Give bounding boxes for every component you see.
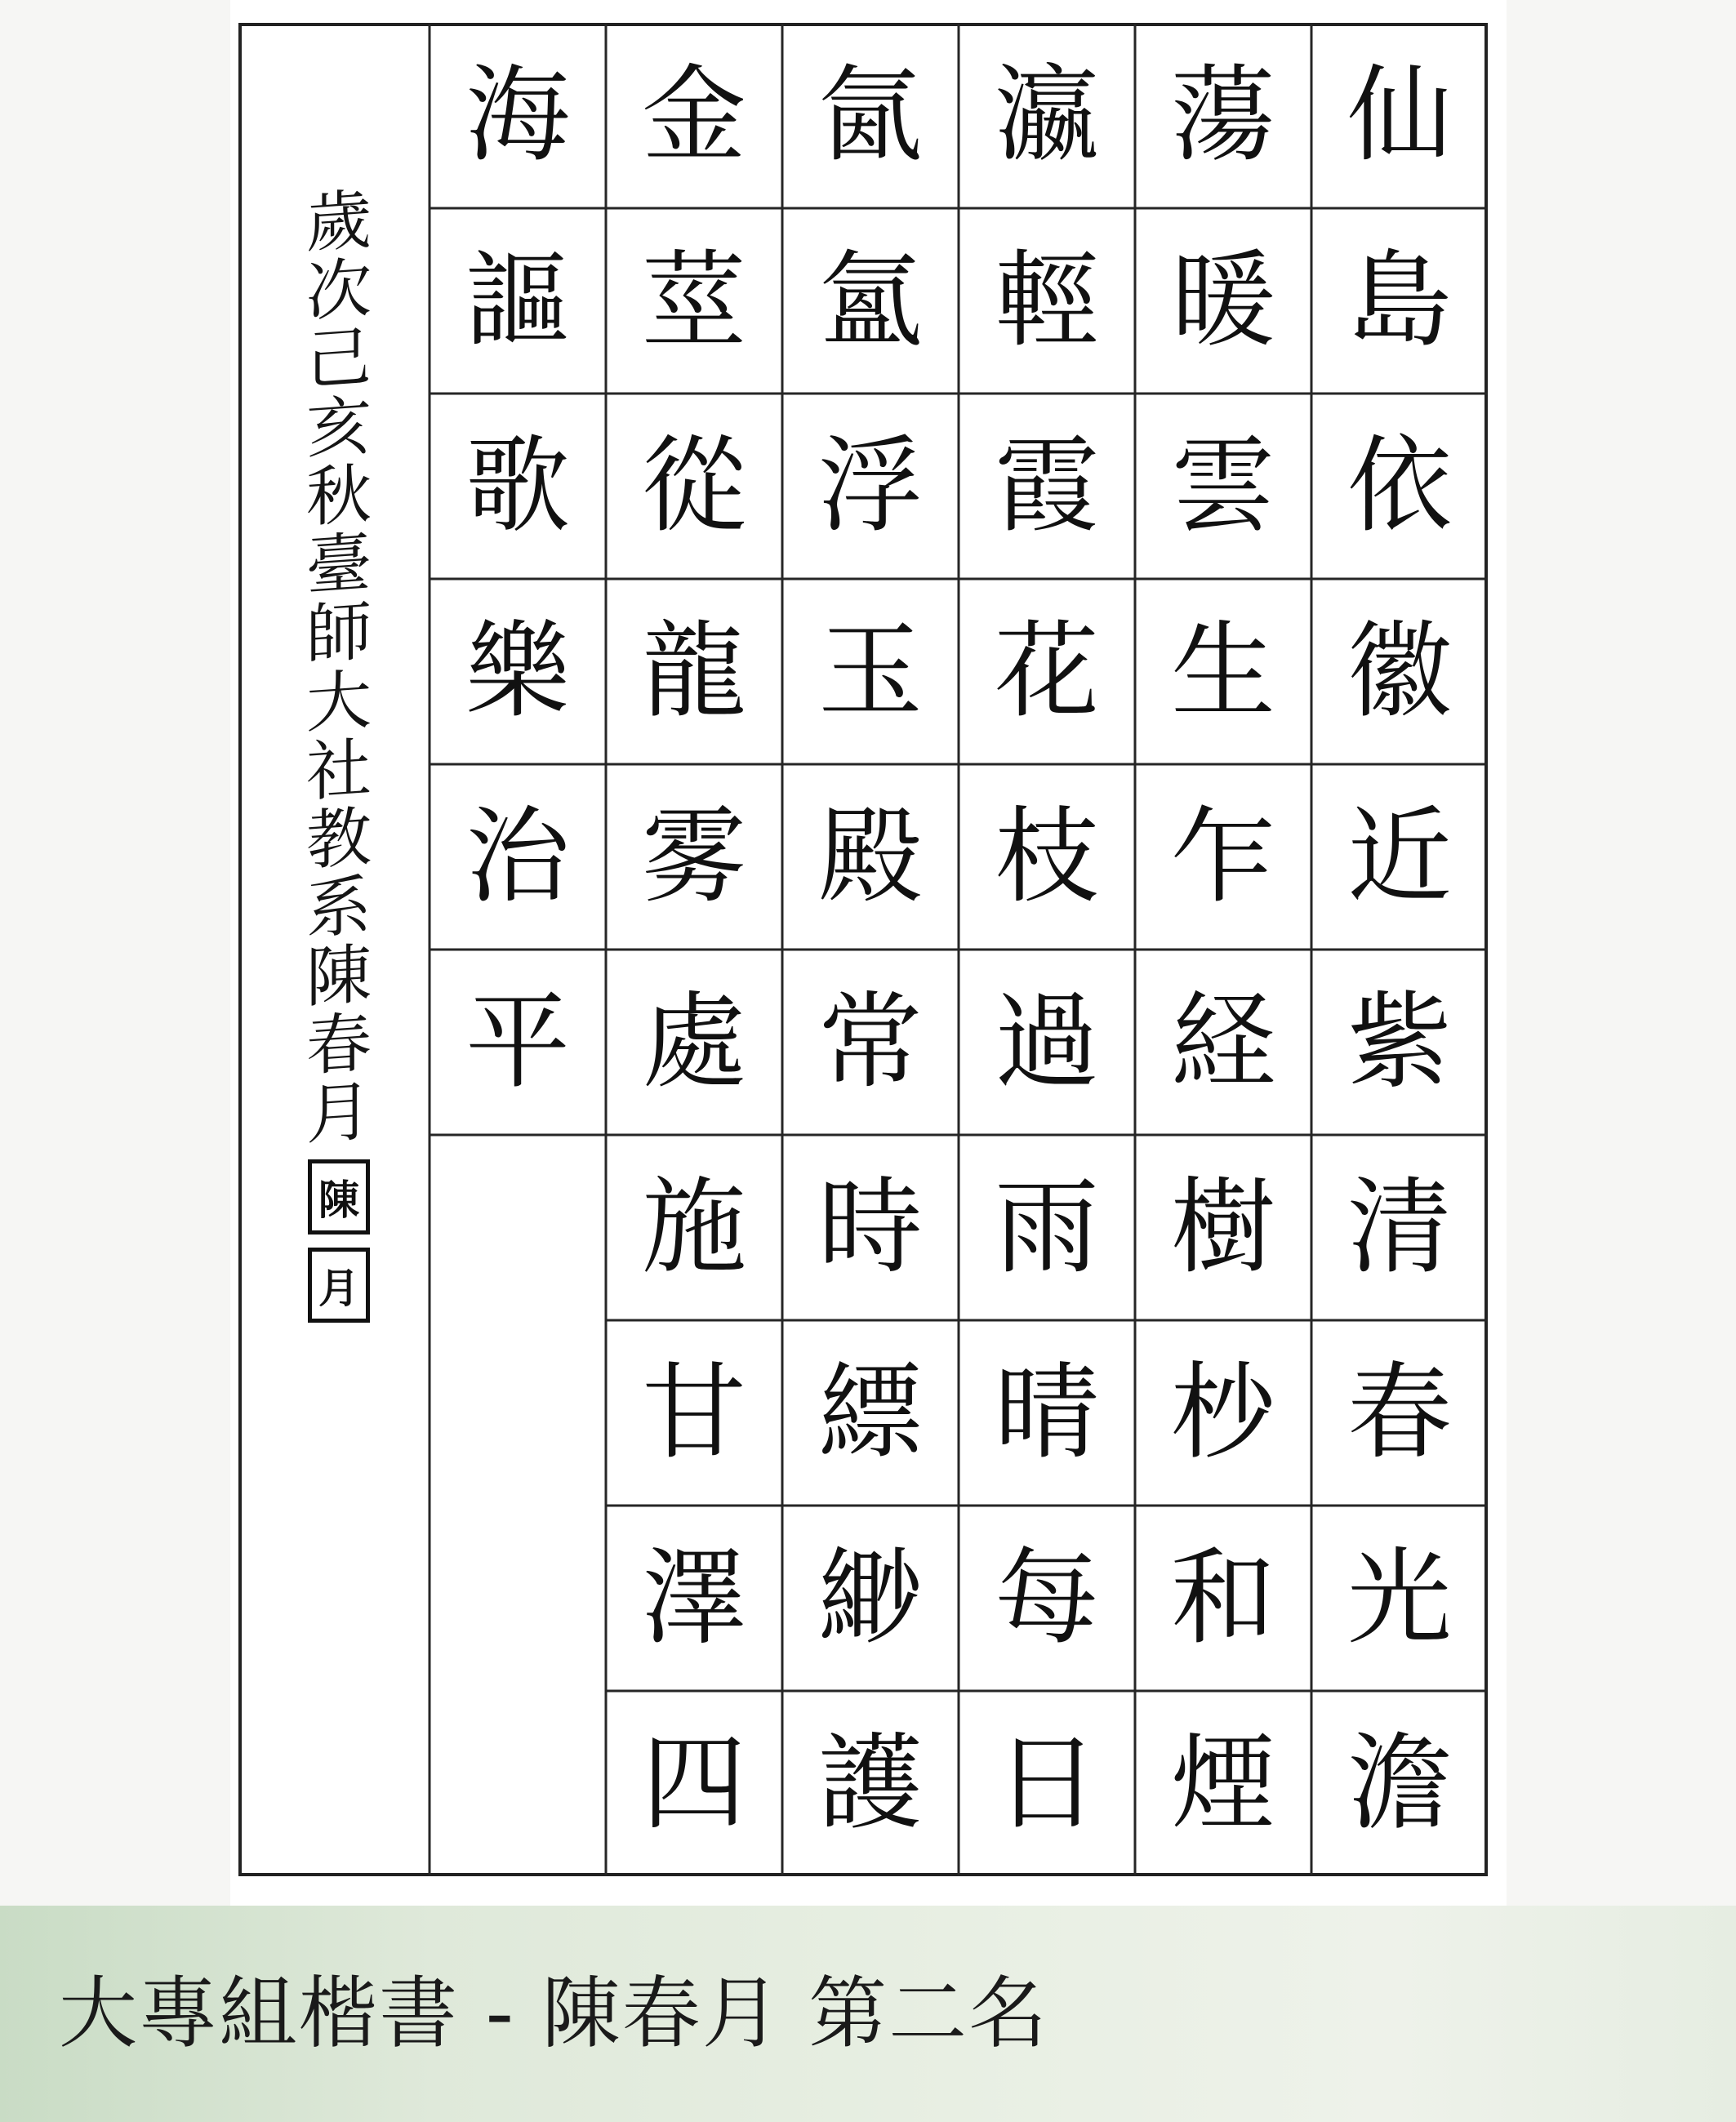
calligraphy-character: 平 [465,981,570,1103]
signature-character: 亥 [306,387,372,468]
calligraphy-character: 處 [641,981,746,1103]
calligraphy-character: 樹 [1170,1166,1275,1288]
calligraphy-character: 乍 [1170,795,1275,918]
signature-character: 系 [306,867,372,948]
calligraphy-character: 近 [1347,795,1452,918]
signature-character: 臺 [306,524,372,605]
calligraphy-character: 常 [817,981,923,1103]
calligraphy-character: 雾 [641,795,746,918]
calligraphy-character: 瀛 [994,54,1099,176]
calligraphy-character: 霞 [994,425,1099,547]
calligraphy-character: 花 [994,610,1099,732]
calligraphy-character: 縹 [817,1351,923,1474]
calligraphy-character: 依 [1347,425,1452,547]
calligraphy-character: 紫 [1347,981,1452,1103]
calligraphy-character: 蕩 [1170,54,1275,176]
calligraphy-character: 金 [641,54,746,176]
calligraphy-character: 四 [641,1722,746,1844]
calligraphy-character: 雲 [1170,425,1275,547]
signature-column [286,181,392,1323]
calligraphy-character: 莖 [641,239,746,362]
calligraphy-character: 歌 [465,425,570,547]
calligraphy-character: 護 [817,1722,923,1844]
calligraphy-character: 枝 [994,795,1099,918]
calligraphy-character: 煙 [1170,1722,1275,1844]
calligraphy-character: 治 [465,795,570,918]
signature-character: 秋 [306,456,372,536]
seal-stamp: 月 [308,1248,370,1323]
signature-character: 陳 [306,936,372,1017]
calligraphy-character: 杪 [1170,1351,1275,1474]
calligraphy-character: 澹 [1347,1722,1452,1844]
calligraphy-character: 殿 [817,795,923,918]
calligraphy-character: 輕 [994,239,1099,362]
caption-bar [0,1906,1736,2122]
caption-text: 大專組楷書 - 陳春月 第二名 [59,1968,1049,2059]
calligraphy-character: 澤 [641,1537,746,1659]
signature-character: 春 [306,1004,372,1085]
calligraphy-character: 清 [1347,1166,1452,1288]
signature-text [306,181,372,1154]
calligraphy-character: 春 [1347,1351,1452,1474]
calligraphy-character: 時 [817,1166,923,1288]
calligraphy-character: 緲 [817,1537,923,1659]
calligraphy-character: 暖 [1170,239,1275,362]
calligraphy-character: 每 [994,1537,1099,1659]
signature-character: 師 [306,593,372,674]
calligraphy-character: 浮 [817,425,923,547]
calligraphy-character: 氳 [817,239,923,362]
calligraphy-character: 徽 [1347,610,1452,732]
calligraphy-character: 龍 [641,610,746,732]
calligraphy-character: 光 [1347,1537,1452,1659]
calligraphy-character: 甘 [641,1351,746,1474]
signature-character: 己 [306,318,372,399]
calligraphy-character: 日 [994,1722,1099,1844]
signature-character: 社 [306,730,372,811]
signature-character: 次 [306,250,372,331]
signature-character: 教 [306,799,372,879]
signature-character: 月 [306,1073,372,1154]
seal-stamp: 陳 [308,1159,370,1234]
calligraphy-character: 玉 [817,610,923,732]
calligraphy-character: 樂 [465,610,570,732]
calligraphy-character: 施 [641,1166,746,1288]
calligraphy-character: 從 [641,425,746,547]
signature-character: 歲 [306,181,372,262]
calligraphy-character: 経 [1170,981,1275,1103]
signature-character: 大 [306,661,372,742]
calligraphy-character: 仙 [1347,54,1452,176]
calligraphy-character: 和 [1170,1537,1275,1659]
calligraphy-character: 晴 [994,1351,1099,1474]
calligraphy-character: 過 [994,981,1099,1103]
calligraphy-character: 謳 [465,239,570,362]
calligraphy-character: 氤 [817,54,923,176]
calligraphy-character: 島 [1347,239,1452,362]
calligraphy-character: 生 [1170,610,1275,732]
calligraphy-character: 雨 [994,1166,1099,1288]
calligraphy-character: 海 [465,54,570,176]
